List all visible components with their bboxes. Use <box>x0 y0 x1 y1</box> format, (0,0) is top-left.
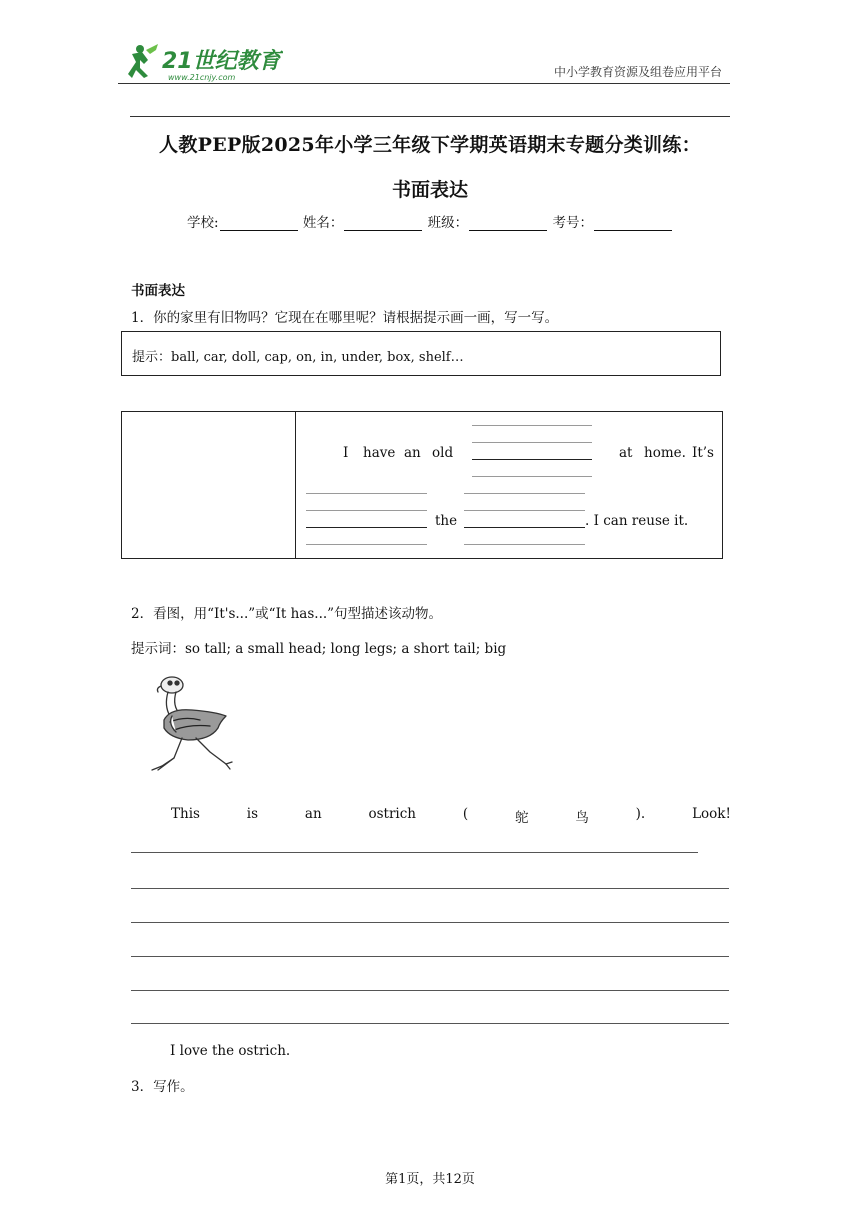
guide-line <box>472 476 592 477</box>
sentence-word: ( <box>462 806 469 822</box>
ostrich-illustration <box>140 672 240 776</box>
word-home: home. <box>644 445 686 461</box>
table-divider <box>295 411 296 559</box>
answer-line[interactable] <box>131 888 729 889</box>
platform-name: 中小学教育资源及组卷应用平台 <box>553 65 722 79</box>
q2-closing: I love the ostrich. <box>170 1043 291 1059</box>
21cnjy-logo <box>118 40 283 84</box>
exam-no-blank[interactable] <box>594 216 672 231</box>
guide-line <box>306 493 427 494</box>
q1-hint: 提示：ball, car, doll, cap, on, in, under, box, shelf… <box>132 350 464 365</box>
guide-line <box>464 493 585 494</box>
guide-line <box>472 425 592 426</box>
word-its: It’s <box>692 445 714 461</box>
guide-line <box>306 544 427 545</box>
drawing-area[interactable] <box>122 412 294 558</box>
word-have: have <box>363 445 396 461</box>
word-the: the <box>435 513 458 529</box>
answer-line[interactable] <box>131 922 729 923</box>
sentence-word: This <box>171 806 200 822</box>
sentence-word: ostrich <box>368 806 416 822</box>
page-subtitle: 书面表达 <box>391 179 468 201</box>
sentence-word: 鸵 <box>514 810 529 826</box>
school-blank[interactable] <box>220 216 298 231</box>
sentence-word: 鸟 <box>575 810 589 826</box>
word-at: at <box>619 445 633 461</box>
word-i: I <box>343 445 349 461</box>
object-blank[interactable] <box>472 459 592 460</box>
sentence-word: an <box>304 806 322 822</box>
q2-prompt: 2．看图，用“It's...”或“It has...”句型描述该动物。 <box>131 606 443 622</box>
student-info <box>0 211 860 231</box>
page-title: 人教PEP版2025年小学三年级下学期英语期末专题分类训练： <box>159 134 701 156</box>
section-title: 书面表达 <box>131 283 185 299</box>
header-rule <box>118 83 730 84</box>
page-number: 第1页，共12页 <box>385 1172 475 1187</box>
word-old: old <box>432 445 454 461</box>
sentence-word: is <box>246 806 259 822</box>
preposition-blank[interactable] <box>306 527 427 528</box>
q3-prompt: 3．写作。 <box>131 1079 194 1095</box>
name-blank[interactable] <box>344 216 422 231</box>
place-blank[interactable] <box>464 527 585 528</box>
answer-line[interactable] <box>131 852 698 853</box>
sentence-word: Look! <box>692 806 731 822</box>
logo-text: 21世纪教育 <box>162 49 281 74</box>
name-label: 姓名： <box>302 215 344 231</box>
guide-line <box>306 510 427 511</box>
logo-url: www.21cnjy.com <box>168 73 236 82</box>
exam-no-label: 考号： <box>552 215 593 231</box>
sentence-word: ). <box>635 806 646 822</box>
q2-sentence <box>131 806 731 826</box>
answer-line[interactable] <box>131 1023 729 1024</box>
word-reuse: . I can reuse it. <box>585 513 689 529</box>
guide-line <box>464 544 585 545</box>
title-rule <box>130 116 730 117</box>
school-label: 学校: <box>187 215 219 231</box>
word-an: an <box>404 445 421 461</box>
class-label: 班级： <box>427 215 469 231</box>
q1-hint-box <box>121 331 721 376</box>
answer-line[interactable] <box>131 956 729 957</box>
q2-hint: 提示词：so tall; a small head; long legs; a short tail; big <box>131 641 507 657</box>
class-blank[interactable] <box>469 216 547 231</box>
guide-line <box>464 510 585 511</box>
answer-line[interactable] <box>131 990 729 991</box>
q1-prompt: 1．你的家里有旧物吗？它现在在哪里呢？请根据提示画一画，写一写。 <box>131 310 559 326</box>
guide-line <box>472 442 592 443</box>
